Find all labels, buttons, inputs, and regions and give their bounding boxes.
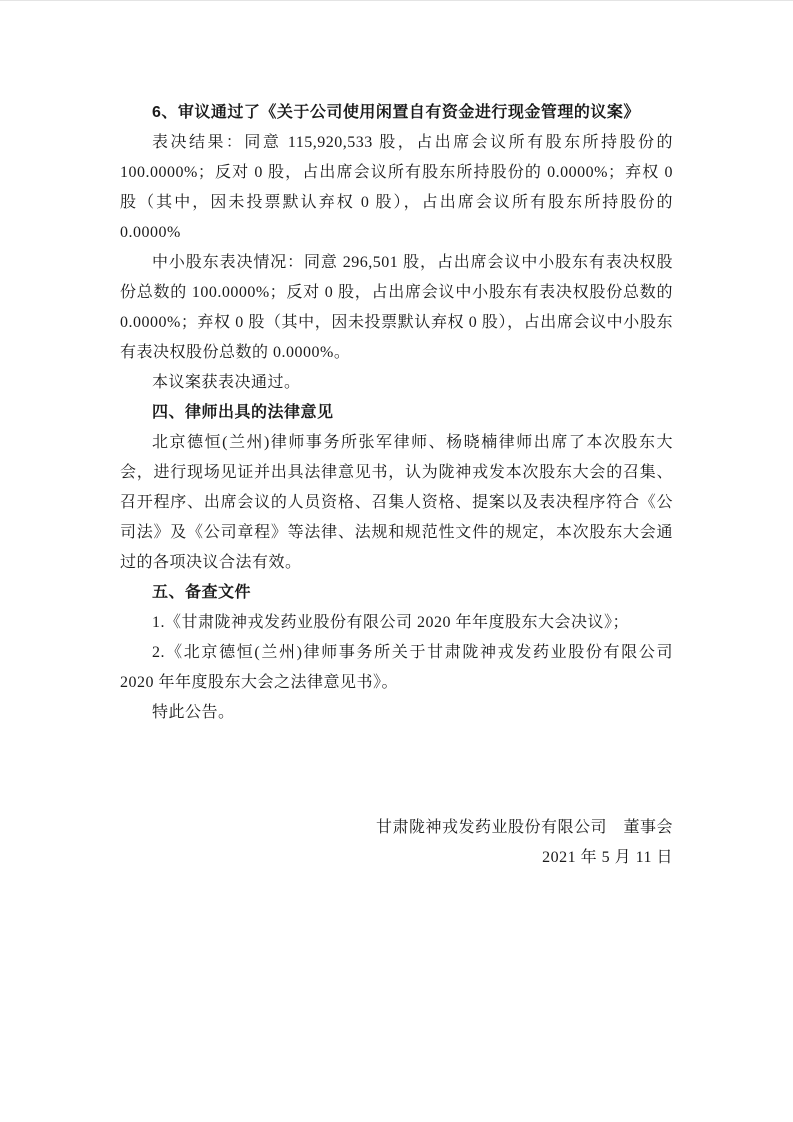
section5-reference-item-2: 2.《北京德恒(兰州)律师事务所关于甘肃陇神戎发药业股份有限公司 2020 年年度股东大会之法律意见书》。 [120, 644, 673, 691]
signature-date: 2021 年 5 月 11 日 [542, 849, 673, 866]
item6-heading: 6、审议通过了《关于公司使用闲置自有资金进行现金管理的议案》 [152, 104, 640, 121]
item6-minority-vote-paragraph: 中小股东表决情况：同意 296,501 股，占出席会议中小股东有表决权股份总数的 100.0000%；反对 0 股，占出席会议中小股东有表决权股份总数的 0.0000%；弃权 0 股（其中，因未投票默认弃权 0 股），占出席会议中小股东有表决权股份总数的 0.0000%。 [120, 254, 673, 361]
section5-reference-item-1: 1.《甘肃陇神戎发药业股份有限公司 2020 年年度股东大会决议》； [152, 614, 630, 631]
closing-note: 特此公告。 [152, 704, 235, 721]
item6-passed-note: 本议案获表决通过。 [152, 374, 301, 391]
signature-company: 甘肃陇神戎发药业股份有限公司 董事会 [375, 819, 673, 836]
section5-heading: 五、备查文件 [152, 584, 252, 601]
section4-heading: 四、律师出具的法律意见 [152, 404, 334, 421]
signature-block [120, 813, 673, 873]
section4-legal-opinion-paragraph: 北京德恒(兰州)律师事务所张军律师、杨晓楠律师出席了本次股东大会，进行现场见证并出具法律意见书，认为陇神戎发本次股东大会的召集、召开程序、出席会议的人员资格、召集人资格、提案以及表决程序符合《公司法》及《公司章程》等法律、法规和规范性文件的规定，本次股东大会通过的各项决议合法有效。 [120, 434, 673, 571]
item6-vote-result-paragraph: 表决结果：同意 115,920,533 股，占出席会议所有股东所持股份的 100.0000%；反对 0 股，占出席会议所有股东所持股份的 0.0000%；弃权 0 股（其中，因未投票默认弃权 0 股），占出席会议所有股东所持股份的 0.0000% [120, 134, 673, 241]
